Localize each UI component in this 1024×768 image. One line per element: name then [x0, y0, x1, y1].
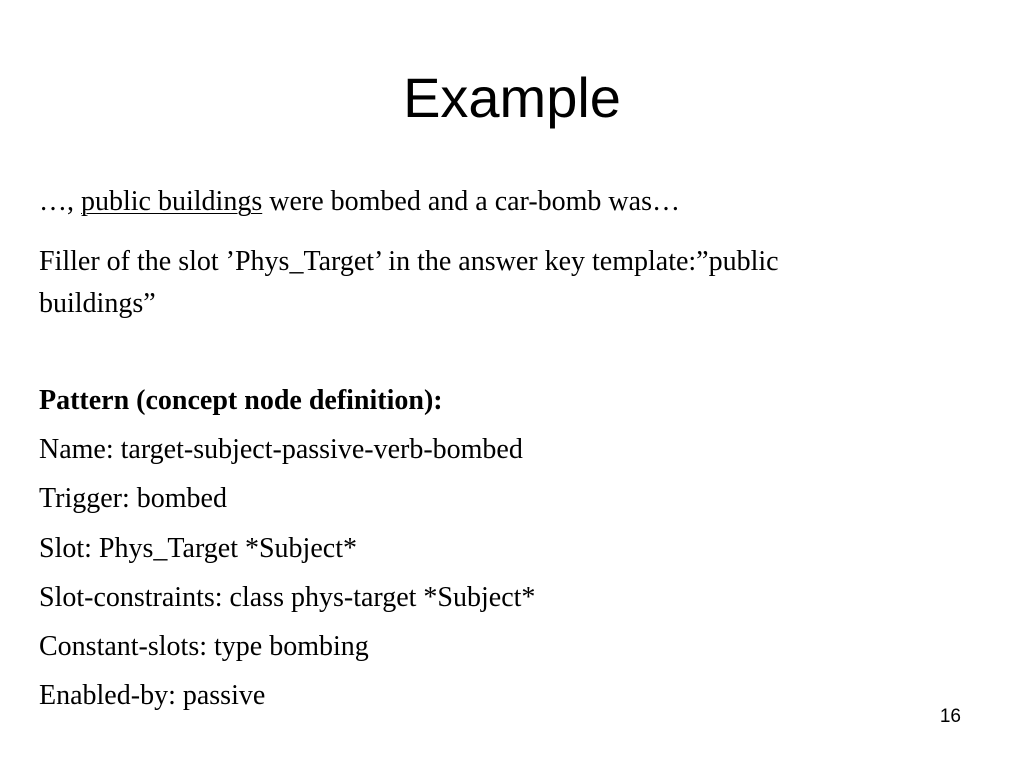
pattern-field-name: Name: target-subject-passive-verb-bombed	[39, 434, 523, 465]
example-sentence	[39, 182, 680, 222]
sentence-suffix: were bombed and a car-bomb was…	[262, 186, 680, 217]
pattern-field-slot-constraints: Slot-constraints: class phys-target *Subject*	[39, 582, 536, 613]
page-number: 16	[939, 706, 961, 727]
slide-title: Example	[403, 66, 621, 129]
filler-text-line-2: buildings”	[39, 288, 156, 319]
pattern-field-trigger: Trigger: bombed	[39, 483, 227, 514]
pattern-heading: Pattern (concept node definition):	[39, 385, 443, 416]
filler-text-line-1: Filler of the slot ’Phys_Target’ in the answer key template:”public	[39, 246, 779, 277]
pattern-field-enabled-by: Enabled-by: passive	[39, 680, 266, 711]
pattern-field-slot: Slot: Phys_Target *Subject*	[39, 533, 357, 564]
sentence-prefix: …,	[39, 186, 81, 217]
sentence-highlight: public buildings	[81, 186, 263, 217]
pattern-field-constant-slots: Constant-slots: type bombing	[39, 631, 369, 662]
